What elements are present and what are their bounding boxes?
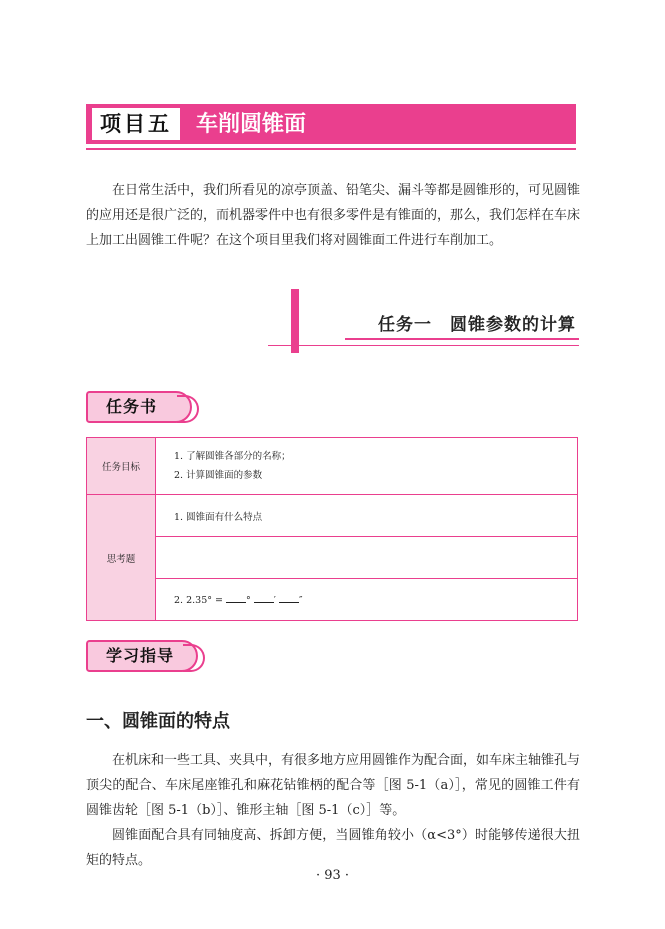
minute-blank [254,593,274,603]
goal-item: 1. 了解圆锥各部分的名称； [174,451,291,462]
task-title: 任务一 圆锥参数的计算 [378,315,576,335]
goal-cell [156,438,578,495]
body-paragraph: 在机床和一些工具、夹具中，有很多地方应用圆锥作为配合面，如车床主轴锥孔与顶尖的配合、车床尾座锥孔和麻花钻锥柄的配合等［图 5-1（a）］，常见的圆锥工件有圆锥齿轮［图 5-1（b）］、锥形主轴［图 5-1（c）］等。 [86,753,581,818]
intro-paragraph: 在日常生活中，我们所看见的凉亭顶盖、铅笔尖、漏斗等都是圆锥形的，可见圆锥的应用还是很广泛的，而机器零件中也有很多零件是有锥面的，那么，我们怎样在车床上加工出圆锥工件呢？在这个项目里我们将对圆锥面工件进行车削加工。 [86,183,581,248]
second-symbol: ″ [298,595,303,606]
task-title-rule [268,345,579,346]
table-row [87,438,578,495]
answer-space [156,537,578,579]
second-blank [279,593,299,603]
goal-item: 2. 计算圆锥面的参数 [174,470,263,481]
table-row [87,537,578,579]
think-header: 思考题 [87,495,156,621]
goal-header: 任务目标 [87,438,156,495]
task-title-underline [345,338,579,340]
study-guide-tab: 学习指导 [86,640,198,672]
question-2-prefix: 2. 2.35° = [174,595,223,606]
table-row [87,579,578,621]
task-table [86,437,578,621]
project-label: 项目五 [92,108,180,140]
task-accent-bar [291,289,299,353]
project-underline [86,148,576,150]
minute-symbol: ′ [273,595,276,606]
question-1: 1. 圆锥面有什么特点 [156,495,578,537]
project-title: 车削圆锥面 [196,111,307,137]
question-2 [156,579,578,621]
degree-symbol: ° [246,595,251,606]
degree-blank [226,593,246,603]
section-body [86,748,580,873]
table-row [87,495,578,537]
page-number: · 93 · [315,868,350,883]
body-paragraph: 圆锥面配合具有同轴度高、拆卸方便，当圆锥角较小（α<3°）时能够传递很大扭矩的特点。 [86,828,580,868]
section-heading: 一、圆锥面的特点 [86,711,230,732]
task-book-tab: 任务书 [86,391,192,423]
